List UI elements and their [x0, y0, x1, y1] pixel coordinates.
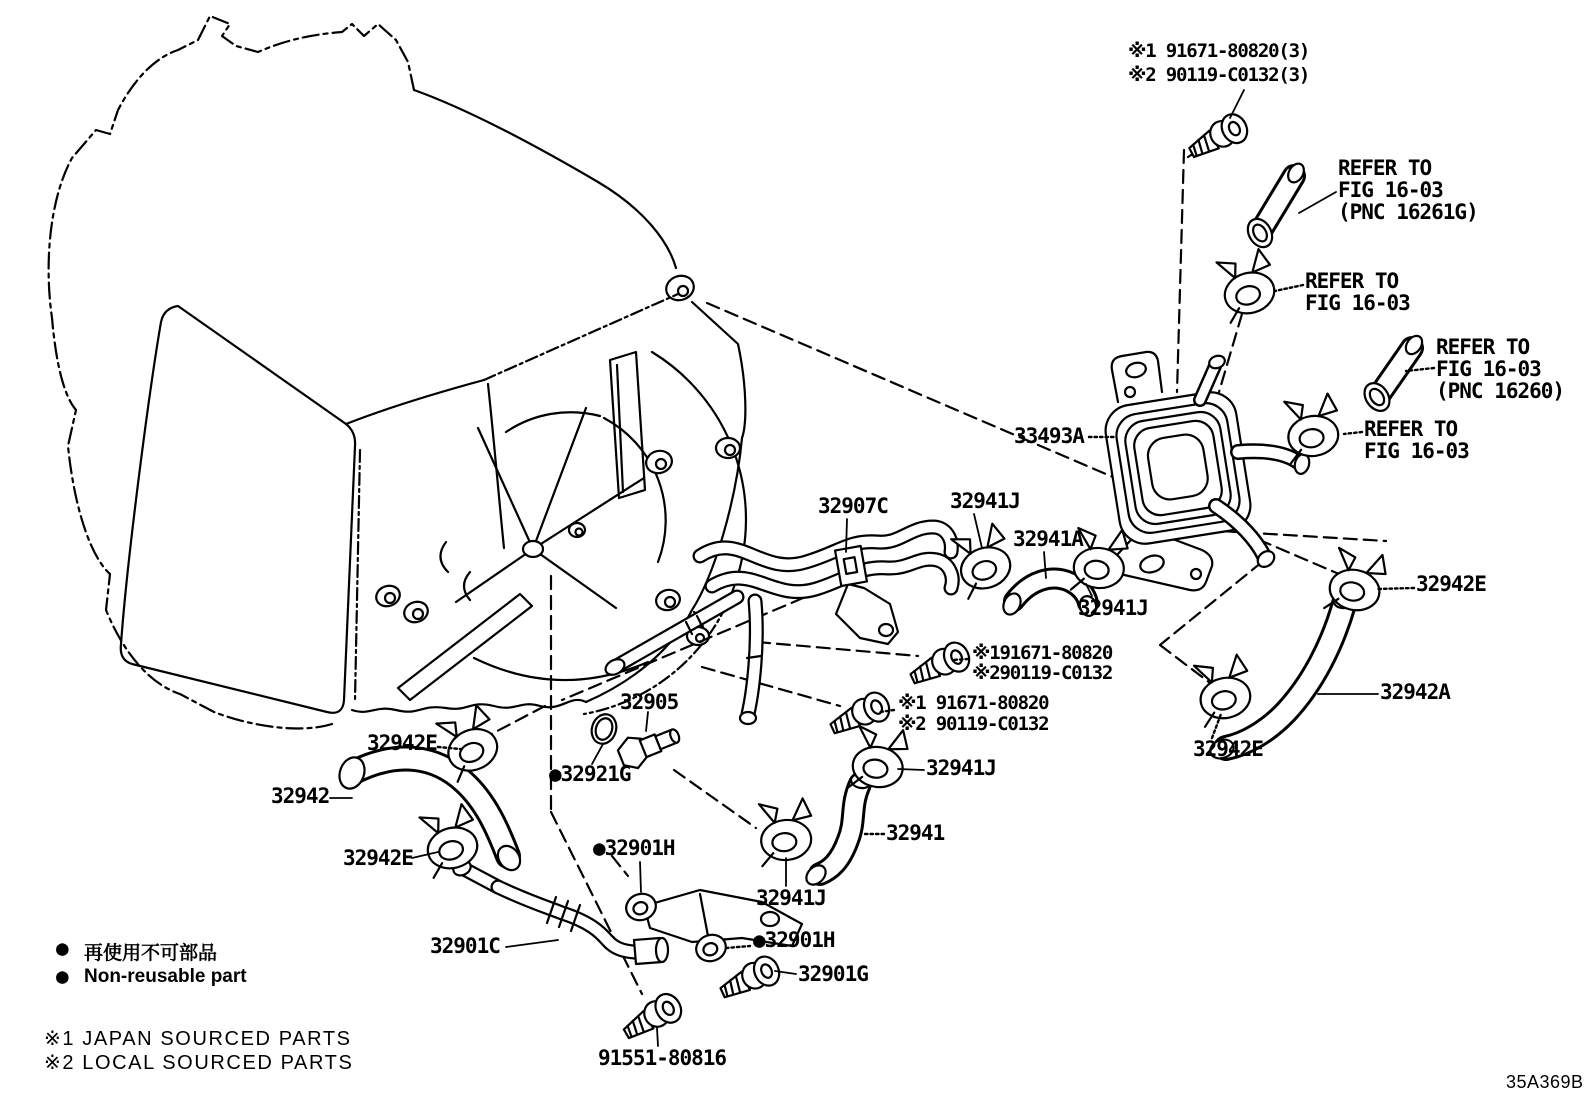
bolt-mid2-icon [826, 688, 894, 741]
legend-source-note-2: ※2 LOCAL SOURCED PARTS [44, 1052, 354, 1074]
callout-refer-c-line1: REFER TO [1436, 335, 1530, 359]
callout-oil-cooler: 33493A [1014, 424, 1084, 448]
transaxle-housing-drawing [49, 16, 746, 728]
callout-clamp-hose-inlet-lower: 32941J [756, 886, 826, 910]
callout-clamp-left-upper: 32942E [367, 731, 437, 755]
callout-refer-b-line2: FIG 16-03 [1305, 291, 1410, 315]
callout-oil-tube-assy: 32907C [818, 494, 888, 518]
bolt-32901g-icon [716, 952, 784, 1005]
callout-oring-tube-b: ●32901H [753, 928, 835, 952]
clamp-refer-b-icon [1214, 247, 1282, 323]
callout-hose-outlet-no1: 32942A [1380, 680, 1450, 704]
callout-hose-inlet: 32941 [886, 821, 945, 845]
clamp-32942e-lowright-icon [1192, 653, 1257, 727]
callout-oring-tube-a: ●32901H [593, 836, 675, 860]
callout-mid-bolt2-line2: ※2 90119-C0132 [898, 713, 1049, 735]
figure-code: 35A369B [1506, 1072, 1584, 1092]
callout-refer-d-line2: FIG 16-03 [1364, 439, 1469, 463]
hose-32941-drawing [803, 772, 872, 888]
callout-clamp-outlet-lower: 32942E [1193, 737, 1263, 761]
callout-refer-a-line2: FIG 16-03 [1338, 178, 1443, 202]
clamp-32941j-hose-bottom-icon [757, 798, 815, 866]
callout-refer-b-line1: REFER TO [1305, 269, 1399, 293]
dashed-leader-lines [480, 142, 1386, 994]
oring-32921g-icon [588, 711, 620, 747]
bolt-mid1-icon [906, 638, 974, 691]
callout-oring-union: ●32921G [549, 762, 631, 786]
callout-mid-bolt1-line1: ※191671-80820 [972, 642, 1113, 664]
callout-tube-no1: 32901C [430, 934, 500, 958]
clamp-32941j-upper-icon [949, 522, 1019, 599]
callout-refer-a-line1: REFER TO [1338, 156, 1432, 180]
legend-source-note-1: ※1 JAPAN SOURCED PARTS [44, 1028, 352, 1050]
callout-union-32905: 32905 [620, 690, 679, 714]
callout-hose-inlet-no2: 32941A [1013, 527, 1083, 551]
callout-clamp-outlet-upper: 32942E [1416, 572, 1486, 596]
callout-refer-d-line1: REFER TO [1364, 417, 1458, 441]
callout-top-bolt-line2: ※2 90119-C0132(3) [1128, 64, 1310, 86]
legend-non-reusable-jp: 再使用不可部品 [84, 942, 218, 964]
callout-hose-water: 32942 [271, 784, 330, 808]
non-reusable-bullet-en-icon: ● [56, 964, 69, 988]
bolt-top-icon [1184, 110, 1252, 165]
non-reusable-bullet-jp-icon: ● [56, 936, 69, 960]
refer-hose-16261g-drawing [1243, 161, 1307, 252]
bolt-91551-icon [618, 989, 686, 1045]
oil-cooler-33493a-drawing [1102, 352, 1311, 590]
callout-clamp-hose-inlet-upper: 32941J [926, 756, 996, 780]
refer-hose-16260-drawing [1359, 333, 1425, 416]
callout-clamp-tube-lower: 32941J [1078, 596, 1148, 620]
callout-drain-bolt: 91551-80816 [598, 1046, 727, 1070]
callout-refer-c-line2: FIG 16-03 [1436, 357, 1541, 381]
callout-union-bolt: 32901G [798, 962, 868, 986]
callout-refer-c-line3: (PNC 16260) [1436, 379, 1565, 403]
callout-top-bolt-line1: ※1 91671-80820(3) [1128, 40, 1310, 62]
callout-mid-bolt2-line1: ※1 91671-80820 [898, 692, 1049, 714]
callout-mid-bolt1-line2: ※290119-C0132 [972, 662, 1113, 684]
legend-non-reusable-en: Non-reusable part [84, 966, 247, 987]
callout-refer-a-line3: (PNC 16261G) [1338, 200, 1478, 224]
callout-clamp-tube-upper: 32941J [950, 489, 1020, 513]
callout-clamp-left-lower: 32942E [343, 846, 413, 870]
